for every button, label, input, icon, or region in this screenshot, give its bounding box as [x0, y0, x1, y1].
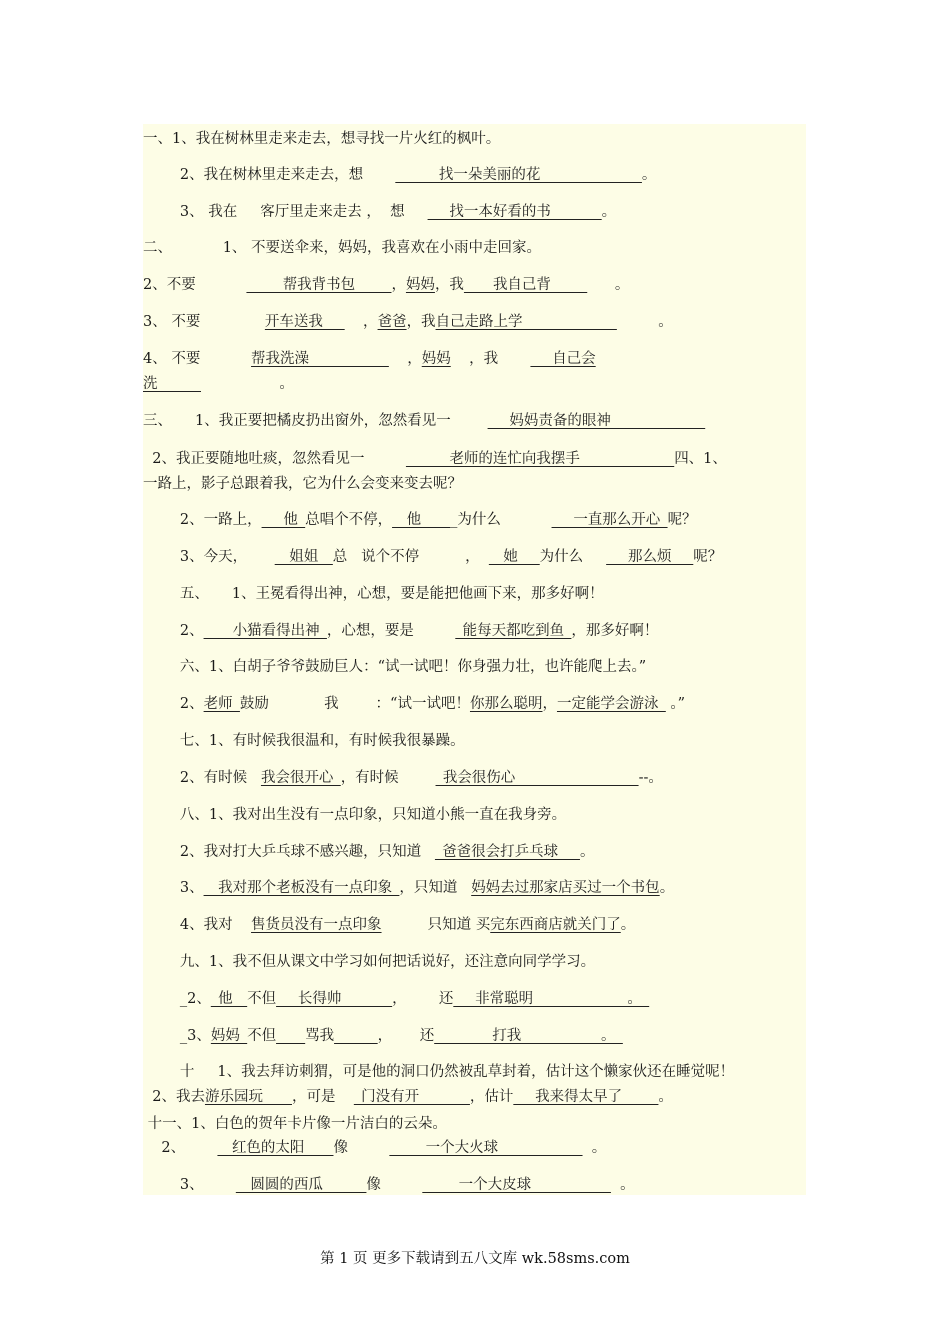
prompt-text: ， — [344, 314, 378, 330]
page-footer: 第 1 页 更多下载请到五八文库 wk.58sms.com — [320, 1251, 630, 1267]
answer-blank: _能每天都吃到鱼_ — [455, 623, 572, 639]
prompt-text: ， — [391, 277, 406, 293]
text-line — [143, 374, 294, 394]
prompt-text: 。 — [587, 277, 630, 293]
prompt-text: 。 — [620, 917, 636, 933]
text-line — [143, 238, 541, 258]
answer-blank: __红色的太阳____ — [217, 1140, 334, 1156]
prompt-text: 一、1、我在树林里走来走去，想寻找一片火红的枫叶。 — [143, 131, 501, 147]
prompt-text: 3、今天， — [143, 549, 275, 565]
answer-blank: 开车送我___ — [264, 314, 345, 330]
text-line — [143, 1026, 623, 1046]
prompt-text: 3、 — [143, 1177, 236, 1193]
answer-blank: 你那么聪明 — [469, 696, 543, 712]
prompt-text: 2、 — [143, 623, 204, 639]
text-line — [143, 657, 646, 677]
answer-blank: 售货员没有一点印象 — [251, 917, 382, 933]
answer-blank: ______找一朵美丽的花______________ — [395, 167, 642, 183]
prompt-text: 。 — [201, 376, 294, 392]
text-line — [143, 1175, 635, 1195]
prompt-text: 十 1、我去拜访刺猬，可是他的洞口仍然被乱草封着，估计这个懒家伙还在睡觉呢！ — [143, 1064, 735, 1080]
prompt-text: 十一、1、白色的贺年卡片像一片洁白的云朵。 — [143, 1116, 447, 1132]
text-line — [143, 474, 462, 494]
prompt-text: ，我 — [450, 351, 531, 367]
prompt-text: 。 — [641, 167, 657, 183]
answer-blank: __圆圆的西瓜______ — [235, 1177, 367, 1193]
prompt-text: 八、1、我对出生没有一点印象，只知道小熊一直在我身旁。 — [143, 807, 567, 823]
answer-blank: __她___ — [488, 549, 540, 565]
answer-blank: 自己走路上学_____________ — [435, 314, 617, 330]
text-line — [143, 129, 500, 149]
prompt-text: --。 — [638, 770, 663, 786]
prompt-text: 。 — [659, 880, 675, 896]
answer-blank: 妈妈 — [421, 351, 451, 367]
prompt-text: 总唱个不停， — [305, 512, 393, 528]
answer-blank: ___非常聪明_____________。_ — [453, 991, 650, 1007]
answer-blank: __姐姐__ — [274, 549, 333, 565]
prompt-text: 2、 — [143, 696, 204, 712]
answer-blank: 完东西商店就关门了 — [490, 917, 621, 933]
prompt-text: 2、一路上， — [143, 512, 262, 528]
prompt-text: ， — [388, 351, 422, 367]
prompt-text: ，我 — [434, 277, 464, 293]
answer-blank: 帮我洗澡___________ — [251, 351, 389, 367]
answer-blank: __我对那个老板没有一点印象_ — [203, 880, 400, 896]
answer-blank: ____我自己背_____ — [463, 277, 588, 293]
answer-blank: ___他_ — [261, 512, 306, 528]
prompt-text: 五、 1、王冕看得出神，心想，要是能把他画下来，那多好啊！ — [143, 586, 604, 602]
prompt-text: ，只知道 — [399, 880, 472, 896]
answer-blank: _____一个大皮球___________ — [422, 1177, 611, 1193]
answer-blank: _爸爸很会打乒乓球___ — [434, 844, 580, 860]
text-line — [143, 1114, 447, 1134]
text-line — [143, 1087, 673, 1107]
prompt-text: 4、我对 — [143, 917, 252, 933]
prompt-text: 呢？ — [667, 512, 697, 528]
answer-blank: ____ — [276, 1028, 306, 1044]
prompt-text: 2、我正要随地吐痰，忽然看见一 — [143, 451, 406, 467]
prompt-text: 总 说个不停 ， — [332, 549, 489, 565]
answer-blank: 妈妈 — [405, 277, 435, 293]
answer-blank: ___找一本好看的书_______ — [427, 204, 602, 220]
text-line — [143, 411, 705, 431]
prompt-text: 3、 不要 — [143, 314, 265, 330]
prompt-text: 2、我去 — [143, 1089, 205, 1105]
answer-blank: ___长得帅_______ — [276, 991, 393, 1007]
prompt-text: 六、1、白胡子爷爷鼓励巨人：“试一试吧！你身强力壮，也许能爬上去。” — [143, 659, 647, 675]
prompt-text: 2、有时候 — [143, 770, 261, 786]
answer-blank: 妈妈_ — [210, 1028, 248, 1044]
prompt-text: 鼓励 我 ：“试一试吧！ — [239, 696, 470, 712]
prompt-text: 。 — [610, 1177, 635, 1193]
prompt-text: ，那多好啊！ — [571, 623, 659, 639]
prompt-text: 。 — [658, 1089, 673, 1105]
prompt-text: ，有时候 — [340, 770, 436, 786]
prompt-text: ，可是 — [291, 1089, 354, 1105]
prompt-text: 像 — [366, 1177, 423, 1193]
prompt-text: 七、1、有时候我很温和，有时候我很暴躁。 — [143, 733, 465, 749]
prompt-text: ，心想，要是 — [326, 623, 456, 639]
text-line — [143, 621, 658, 641]
answer-blank: _____一个大火球__________ _ — [389, 1140, 583, 1156]
prompt-text: 三、 1、我正要把橘皮扔出窗外，忽然看见一 — [143, 413, 488, 429]
prompt-text: 为什么 — [539, 549, 607, 565]
prompt-text: 。 — [582, 1140, 607, 1156]
answer-blank: ______老师的连忙向我摆手_____________ — [405, 451, 675, 467]
text-line — [143, 842, 594, 862]
answer-blank: _他__ — [210, 991, 248, 1007]
prompt-text: 只知道 买 — [381, 917, 491, 933]
prompt-text: 2、不要 — [143, 277, 247, 293]
answer-blank: 洗______ — [143, 376, 201, 392]
answer-blank: ___自己会 — [530, 351, 596, 367]
answer-blank: ___那么烦___ — [606, 549, 694, 565]
prompt-text: _3、 — [143, 1028, 211, 1044]
prompt-text: 4、 不要 — [143, 351, 252, 367]
prompt-text: ，估计 — [469, 1089, 514, 1105]
prompt-text: ， 还 — [392, 991, 454, 1007]
answer-blank: ____小猫看得出神_ — [203, 623, 327, 639]
answer-blank: 老师_ — [203, 696, 240, 712]
prompt-text: 。” — [665, 696, 685, 712]
text-line — [143, 989, 649, 1009]
prompt-text: 一路上，影子总跟着我，它为什么会变来变去呢？ — [143, 476, 462, 492]
prompt-text: 。 — [616, 314, 673, 330]
text-line — [143, 694, 685, 714]
text-line — [143, 878, 674, 898]
text-line — [143, 202, 616, 222]
text-line — [143, 510, 697, 530]
text-line — [143, 1062, 734, 1082]
answer-blank: ___我来得太早了_____ — [513, 1089, 659, 1105]
prompt-text: ， — [542, 696, 557, 712]
prompt-text: 3、 — [143, 880, 204, 896]
text-line — [143, 952, 595, 972]
worksheet-area — [143, 124, 806, 1195]
text-line — [143, 1138, 606, 1158]
answer-blank: ___一直那么开心_ — [551, 512, 668, 528]
text-line — [143, 349, 596, 369]
prompt-text: 不但 — [247, 991, 277, 1007]
text-line — [143, 547, 722, 567]
text-line — [143, 805, 566, 825]
prompt-text: 二、 1、 不要送伞来，妈妈，我喜欢在小雨中走回家。 — [143, 240, 542, 256]
prompt-text: 3、 我在 客厅里走来走去 ， 想 — [143, 204, 428, 220]
prompt-text: _2、 — [143, 991, 211, 1007]
prompt-text: 2、我在树林里走来走去，想 — [143, 167, 396, 183]
text-line — [143, 731, 465, 751]
prompt-text: 呢？ — [693, 549, 723, 565]
prompt-text: 。 — [601, 204, 617, 220]
prompt-text: ， 还 — [377, 1028, 435, 1044]
answer-blank: 妈妈去过那家店买过一个书包 — [471, 880, 660, 896]
text-line — [143, 275, 629, 295]
text-line — [143, 165, 656, 185]
answer-blank: ________打我___________。_ — [434, 1028, 623, 1044]
prompt-text: 四、1、 — [674, 451, 727, 467]
prompt-text: _为什么 — [450, 512, 552, 528]
prompt-text: 2、我对打大乒乓球不感兴趣，只知道 — [143, 844, 435, 860]
answer-blank: 游乐园玩____ — [204, 1089, 292, 1105]
answer-blank: _____帮我背书包_____ — [246, 277, 392, 293]
prompt-text: 。 — [579, 844, 595, 860]
text-line — [143, 312, 673, 332]
prompt-text: 2、 — [143, 1140, 218, 1156]
prompt-text: 九、1、我不但从课文中学习如何把话说好，还注意向同学学习。 — [143, 954, 596, 970]
prompt-text: ，我 — [406, 314, 436, 330]
text-line — [143, 768, 663, 788]
answer-blank: 爸爸 — [377, 314, 407, 330]
answer-blank: 我会很开心_ — [260, 770, 341, 786]
answer-blank: _我会很伤心_________________ — [435, 770, 639, 786]
text-line — [143, 584, 604, 604]
text-line — [143, 449, 727, 469]
prompt-text: 像 — [333, 1140, 390, 1156]
answer-blank: 一定能学会游泳_ — [556, 696, 666, 712]
prompt-text: 不但 — [247, 1028, 277, 1044]
answer-blank: _门没有开_______ — [353, 1089, 470, 1105]
answer-blank: __他____ — [392, 512, 451, 528]
answer-blank: ___妈妈责备的眼神_____________ — [487, 413, 706, 429]
answer-blank: ______ — [334, 1028, 378, 1044]
text-line — [143, 915, 635, 935]
prompt-text: 骂我 — [305, 1028, 335, 1044]
